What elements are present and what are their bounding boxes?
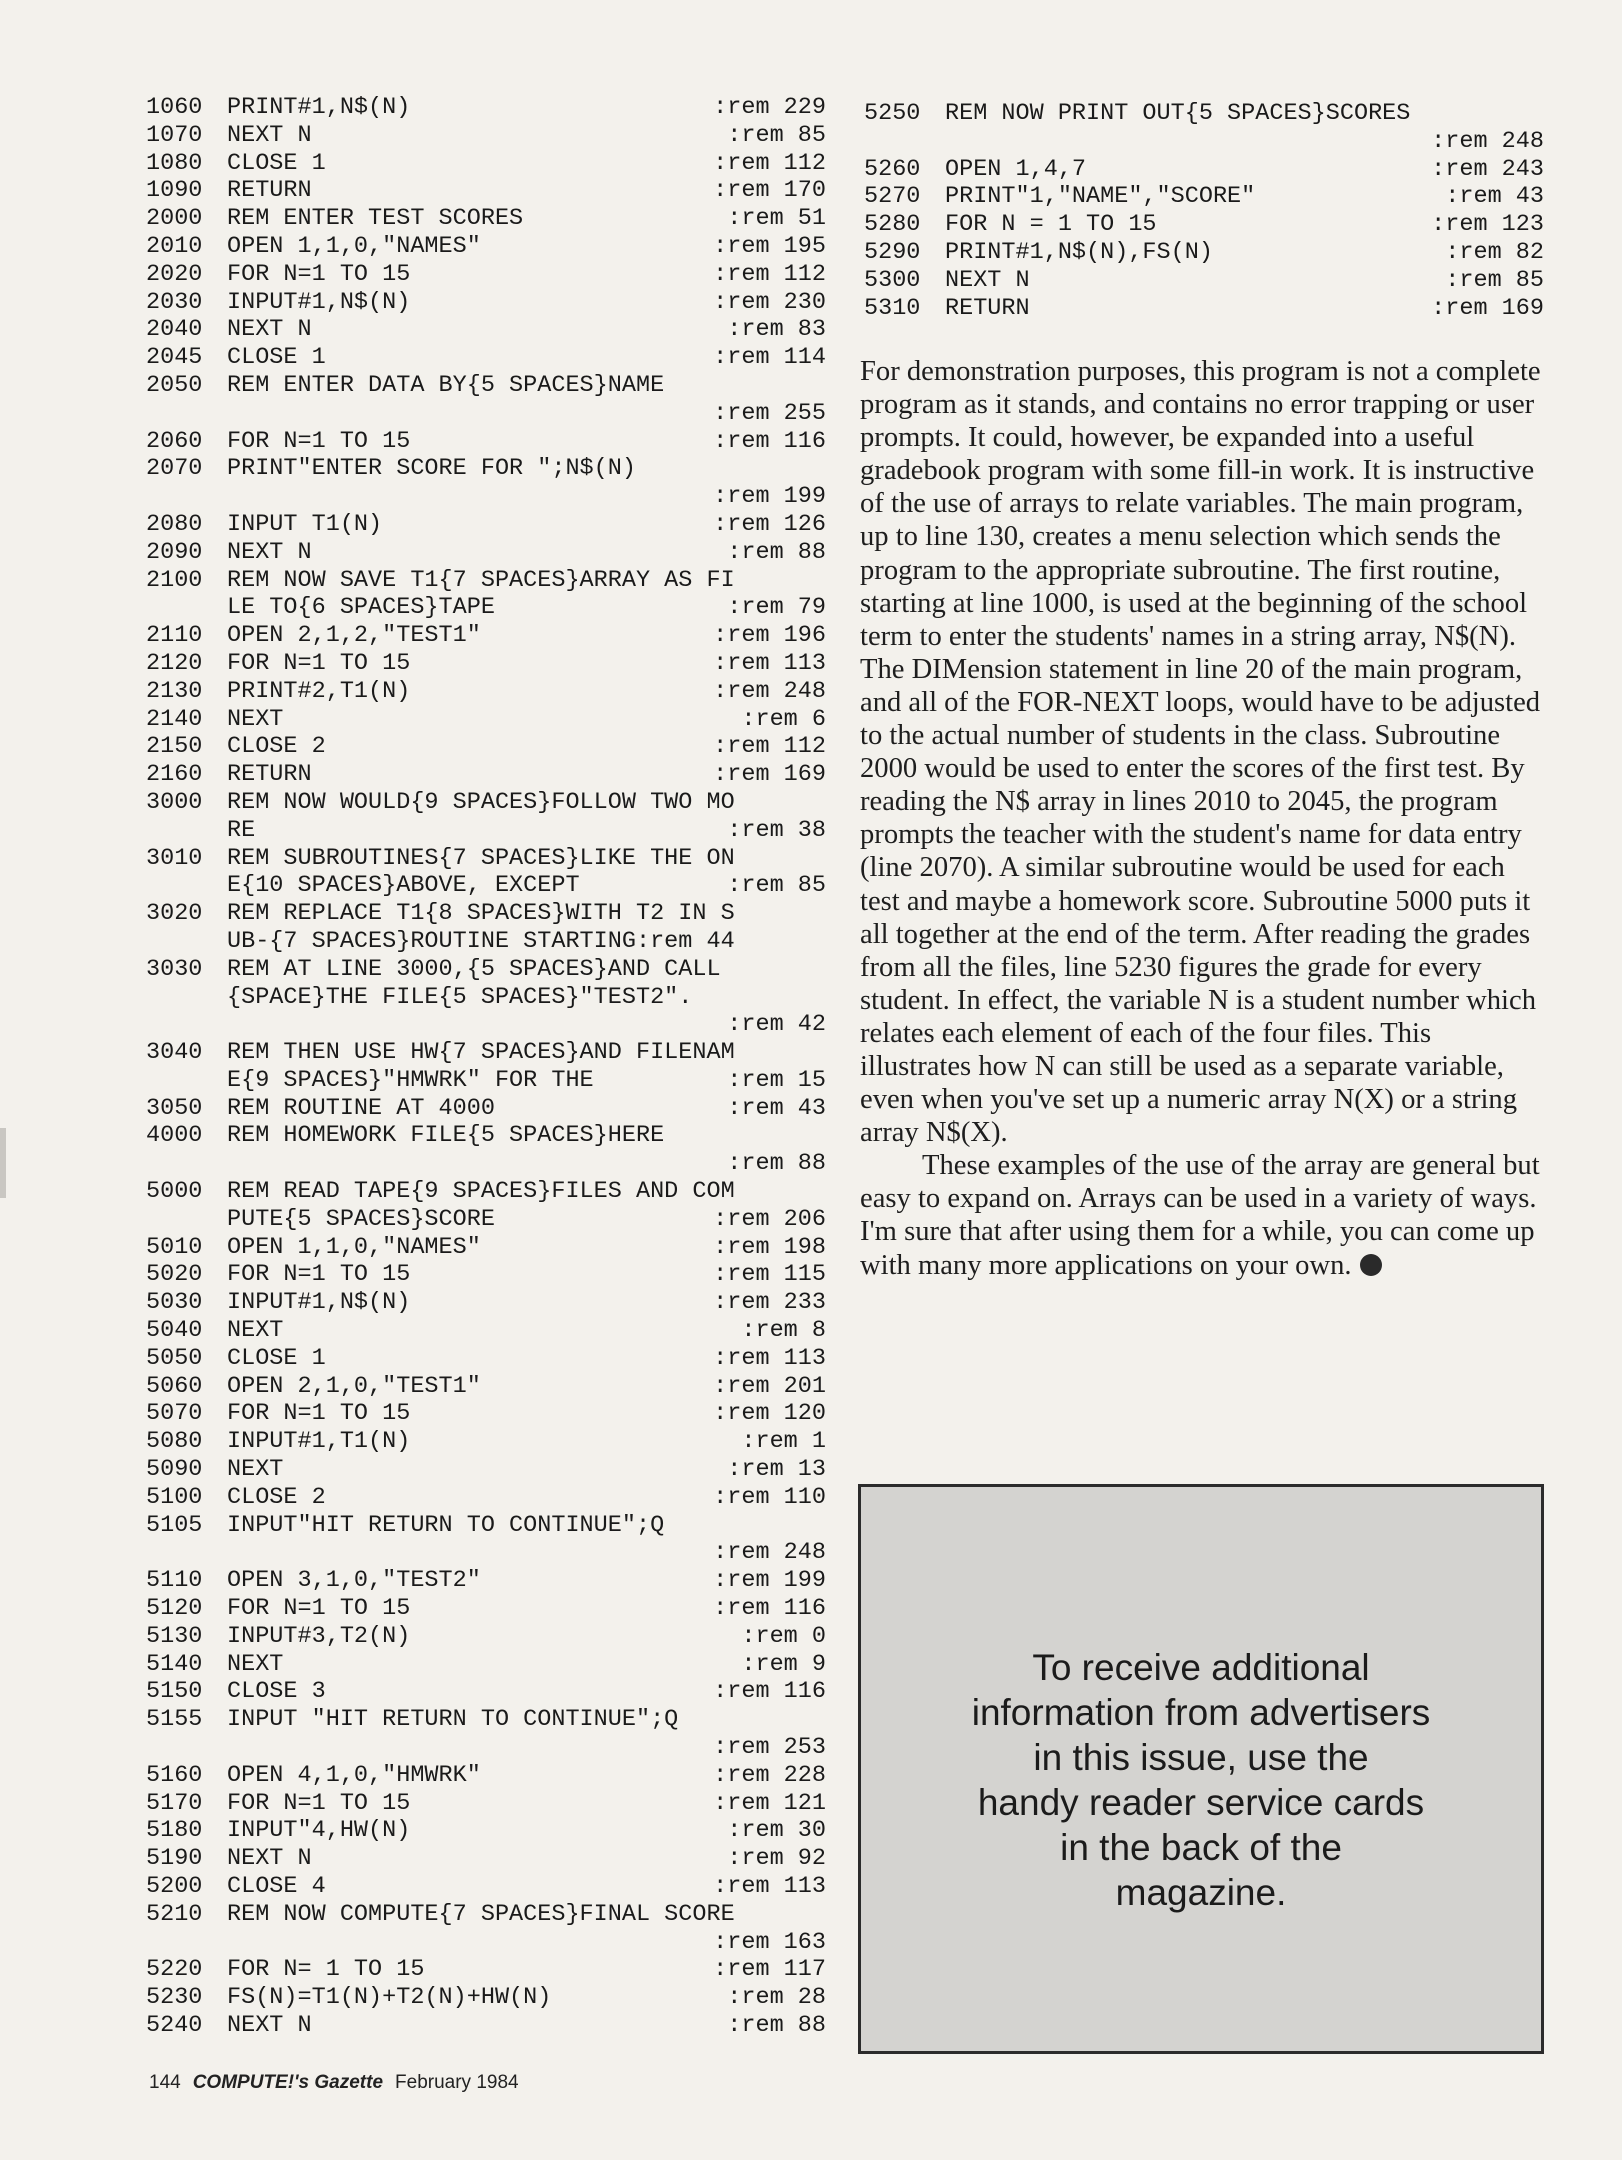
checksum-rem: :rem 228 bbox=[713, 1761, 826, 1789]
code-line bbox=[146, 1289, 826, 1317]
code-statement: REM AT LINE 3000,{5 SPACES}AND CALL bbox=[227, 955, 721, 983]
line-number: 5090 bbox=[146, 1456, 203, 1484]
line-number: 5060 bbox=[146, 1372, 203, 1400]
code-statement: INPUT T1(N) bbox=[227, 510, 383, 538]
line-number: 2040 bbox=[146, 316, 203, 344]
article-paragraph-2: These examples of the use of the array are general but easy to expand on. Arrays can be used in a variety of ways. I'm sure that after using them for a while, you can come up with many more applications on your own. bbox=[860, 1150, 1540, 1281]
advert-line: information from advertisers bbox=[971, 1692, 1431, 1733]
checksum-rem: :rem 112 bbox=[713, 260, 826, 288]
line-number: 2030 bbox=[146, 288, 203, 316]
code-line bbox=[146, 1956, 826, 1984]
checksum-rem: :rem 201 bbox=[713, 1372, 826, 1400]
code-statement: NEXT bbox=[227, 1317, 284, 1345]
code-line bbox=[146, 1039, 826, 1067]
code-line bbox=[146, 1345, 826, 1373]
line-number: 5160 bbox=[146, 1761, 203, 1789]
code-line bbox=[146, 1234, 826, 1262]
code-statement: REM READ TAPE{9 SPACES}FILES AND COM bbox=[227, 1178, 735, 1206]
code-statement: FOR N = 1 TO 15 bbox=[945, 211, 1157, 239]
code-line bbox=[146, 261, 826, 289]
checksum-rem: :rem 112 bbox=[713, 149, 826, 177]
code-line bbox=[146, 1623, 826, 1651]
code-statement: NEXT N bbox=[227, 316, 312, 344]
program-listing-left bbox=[146, 94, 826, 2040]
checksum-rem: :rem 116 bbox=[713, 1595, 826, 1623]
checksum-rem: :rem 170 bbox=[713, 177, 826, 205]
line-number: 2140 bbox=[146, 705, 203, 733]
checksum-rem: :rem 233 bbox=[713, 1289, 826, 1317]
checksum-rem: :rem 253 bbox=[713, 1734, 826, 1762]
checksum-rem: :rem 85 bbox=[727, 121, 826, 149]
code-line bbox=[146, 122, 826, 150]
code-line bbox=[146, 984, 826, 1012]
code-line bbox=[864, 211, 1544, 239]
line-number: 1080 bbox=[146, 149, 203, 177]
code-statement: NEXT N bbox=[945, 266, 1030, 294]
code-line bbox=[146, 1067, 826, 1095]
code-statement: CLOSE 2 bbox=[227, 733, 326, 761]
code-line bbox=[146, 511, 826, 539]
code-statement: FS(N)=T1(N)+T2(N)+HW(N) bbox=[227, 1984, 552, 2012]
line-number: 5170 bbox=[146, 1789, 203, 1817]
program-listing-right bbox=[864, 100, 1544, 322]
checksum-rem: :rem 116 bbox=[713, 1678, 826, 1706]
code-line bbox=[146, 1095, 826, 1123]
magazine-name: COMPUTE!'s Gazette bbox=[192, 2072, 384, 2093]
code-line bbox=[146, 2012, 826, 2040]
checksum-rem: :rem 248 bbox=[1431, 127, 1544, 155]
line-number: 3050 bbox=[146, 1094, 203, 1122]
checksum-rem: :rem 230 bbox=[713, 288, 826, 316]
line-number: 3020 bbox=[146, 900, 203, 928]
checksum-rem: :rem 83 bbox=[727, 316, 826, 344]
checksum-rem: :rem 248 bbox=[713, 677, 826, 705]
checksum-rem: :rem 243 bbox=[1431, 155, 1544, 183]
code-statement: REM NOW SAVE T1{7 SPACES}ARRAY AS FI bbox=[227, 566, 735, 594]
code-statement: REM ENTER TEST SCORES bbox=[227, 205, 524, 233]
line-number: 5310 bbox=[864, 294, 921, 322]
code-statement: OPEN 1,4,7 bbox=[945, 155, 1087, 183]
line-number: 5105 bbox=[146, 1511, 203, 1539]
checksum-rem: :rem 0 bbox=[741, 1622, 826, 1650]
page-footer bbox=[149, 2072, 519, 2094]
line-number: 2080 bbox=[146, 510, 203, 538]
line-number: 2130 bbox=[146, 677, 203, 705]
code-line bbox=[146, 594, 826, 622]
line-number: 3000 bbox=[146, 788, 203, 816]
code-statement: FOR N= 1 TO 15 bbox=[227, 1956, 425, 1984]
code-line bbox=[146, 1678, 826, 1706]
checksum-rem: :rem 43 bbox=[1445, 183, 1544, 211]
checksum-rem: :rem 169 bbox=[1431, 294, 1544, 322]
code-line bbox=[146, 233, 826, 261]
code-line bbox=[146, 372, 826, 400]
line-number: 5280 bbox=[864, 211, 921, 239]
code-line bbox=[146, 1122, 826, 1150]
checksum-rem: :rem 8 bbox=[741, 1317, 826, 1345]
code-statement: CLOSE 1 bbox=[227, 1344, 326, 1372]
code-line bbox=[146, 900, 826, 928]
code-statement: UB-{7 SPACES}ROUTINE STARTING:rem 44 bbox=[227, 927, 735, 955]
line-number: 5150 bbox=[146, 1678, 203, 1706]
line-number: 2000 bbox=[146, 205, 203, 233]
checksum-rem: :rem 112 bbox=[713, 733, 826, 761]
checksum-rem: :rem 113 bbox=[713, 649, 826, 677]
line-number: 5270 bbox=[864, 183, 921, 211]
code-line bbox=[146, 1317, 826, 1345]
code-statement: OPEN 2,1,2,"TEST1" bbox=[227, 622, 481, 650]
checksum-rem: :rem 117 bbox=[713, 1956, 826, 1984]
line-number: 3030 bbox=[146, 955, 203, 983]
line-number: 2150 bbox=[146, 733, 203, 761]
code-line bbox=[146, 1261, 826, 1289]
code-statement: REM ROUTINE AT 4000 bbox=[227, 1094, 495, 1122]
code-line bbox=[864, 295, 1544, 323]
code-statement: NEXT N bbox=[227, 121, 312, 149]
code-line bbox=[146, 1984, 826, 2012]
line-number: 5080 bbox=[146, 1428, 203, 1456]
code-statement: NEXT N bbox=[227, 538, 312, 566]
checksum-rem: :rem 198 bbox=[713, 1233, 826, 1261]
code-statement: OPEN 1,1,0,"NAMES" bbox=[227, 1233, 481, 1261]
code-line bbox=[146, 1706, 826, 1734]
code-line bbox=[146, 1512, 826, 1540]
line-number: 5000 bbox=[146, 1178, 203, 1206]
code-statement: NEXT N bbox=[227, 2011, 312, 2039]
code-statement: REM NOW COMPUTE{7 SPACES}FINAL SCORE bbox=[227, 1900, 735, 1928]
line-number: 5010 bbox=[146, 1233, 203, 1261]
checksum-rem: :rem 113 bbox=[713, 1344, 826, 1372]
line-number: 2020 bbox=[146, 260, 203, 288]
code-statement: INPUT"HIT RETURN TO CONTINUE";Q bbox=[227, 1511, 665, 1539]
checksum-rem: :rem 30 bbox=[727, 1817, 826, 1845]
checksum-rem: :rem 120 bbox=[713, 1400, 826, 1428]
code-statement: INPUT#1,N$(N) bbox=[227, 288, 411, 316]
code-statement: PUTE{5 SPACES}SCORE bbox=[227, 1205, 495, 1233]
line-number: 5130 bbox=[146, 1622, 203, 1650]
checksum-rem: :rem 43 bbox=[727, 1094, 826, 1122]
code-line bbox=[146, 1817, 826, 1845]
line-number: 5240 bbox=[146, 2011, 203, 2039]
code-line bbox=[146, 150, 826, 178]
code-statement: REM THEN USE HW{7 SPACES}AND FILENAM bbox=[227, 1039, 735, 1067]
checksum-rem: :rem 248 bbox=[713, 1539, 826, 1567]
checksum-rem: :rem 229 bbox=[713, 94, 826, 121]
code-line bbox=[864, 128, 1544, 156]
checksum-rem: :rem 126 bbox=[713, 510, 826, 538]
line-number: 5140 bbox=[146, 1650, 203, 1678]
code-statement: RE bbox=[227, 816, 256, 844]
code-line bbox=[146, 344, 826, 372]
checksum-rem: :rem 15 bbox=[727, 1066, 826, 1094]
code-line bbox=[146, 845, 826, 873]
code-line bbox=[146, 1595, 826, 1623]
checksum-rem: :rem 85 bbox=[1445, 266, 1544, 294]
code-statement: RETURN bbox=[227, 761, 312, 789]
article-text bbox=[860, 355, 1544, 1282]
code-line bbox=[146, 289, 826, 317]
line-number: 3040 bbox=[146, 1039, 203, 1067]
code-line bbox=[146, 706, 826, 734]
checksum-rem: :rem 199 bbox=[713, 1567, 826, 1595]
advert-line: in the back of the bbox=[1060, 1827, 1342, 1868]
code-statement: RETURN bbox=[227, 177, 312, 205]
checksum-rem: :rem 82 bbox=[1445, 238, 1544, 266]
checksum-rem: :rem 206 bbox=[713, 1205, 826, 1233]
code-line bbox=[146, 650, 826, 678]
checksum-rem: :rem 88 bbox=[727, 538, 826, 566]
advert-line: in this issue, use the bbox=[1033, 1737, 1369, 1778]
code-statement: REM NOW WOULD{9 SPACES}FOLLOW TWO MO bbox=[227, 788, 735, 816]
checksum-rem: :rem 9 bbox=[741, 1650, 826, 1678]
code-line bbox=[146, 1567, 826, 1595]
code-statement: FOR N=1 TO 15 bbox=[227, 1261, 411, 1289]
code-line bbox=[864, 239, 1544, 267]
line-number: 5155 bbox=[146, 1706, 203, 1734]
line-number: 5250 bbox=[864, 100, 921, 127]
checksum-rem: :rem 195 bbox=[713, 232, 826, 260]
line-number: 5070 bbox=[146, 1400, 203, 1428]
code-statement: CLOSE 1 bbox=[227, 344, 326, 372]
code-line bbox=[146, 1428, 826, 1456]
advert-text bbox=[861, 1645, 1541, 1915]
code-line bbox=[146, 817, 826, 845]
code-statement: PRINT"1,"NAME","SCORE" bbox=[945, 183, 1256, 211]
page-edge-mark bbox=[0, 1128, 6, 1198]
code-statement: INPUT#3,T2(N) bbox=[227, 1622, 411, 1650]
reader-service-advert bbox=[858, 1484, 1544, 2054]
code-statement: NEXT bbox=[227, 1650, 284, 1678]
code-statement: NEXT bbox=[227, 1456, 284, 1484]
line-number: 5220 bbox=[146, 1956, 203, 1984]
checksum-rem: :rem 42 bbox=[727, 1011, 826, 1039]
code-line bbox=[146, 872, 826, 900]
code-statement: FOR N=1 TO 15 bbox=[227, 427, 411, 455]
code-statement: NEXT bbox=[227, 705, 284, 733]
code-line bbox=[146, 483, 826, 511]
code-line bbox=[146, 1651, 826, 1679]
checksum-rem: :rem 85 bbox=[727, 872, 826, 900]
code-line bbox=[146, 1901, 826, 1929]
line-number: 2090 bbox=[146, 538, 203, 566]
code-line bbox=[864, 100, 1544, 128]
line-number: 3010 bbox=[146, 844, 203, 872]
code-statement: LE TO{6 SPACES}TAPE bbox=[227, 594, 495, 622]
code-line bbox=[146, 1929, 826, 1957]
code-line bbox=[146, 94, 826, 122]
checksum-rem: :rem 255 bbox=[713, 399, 826, 427]
code-statement: CLOSE 4 bbox=[227, 1873, 326, 1900]
checksum-rem: :rem 51 bbox=[727, 205, 826, 233]
line-number: 5200 bbox=[146, 1873, 203, 1900]
line-number: 2070 bbox=[146, 455, 203, 483]
code-line bbox=[146, 177, 826, 205]
line-number: 1090 bbox=[146, 177, 203, 205]
line-number: 2050 bbox=[146, 371, 203, 399]
checksum-rem: :rem 113 bbox=[713, 1873, 826, 1900]
code-line bbox=[146, 1150, 826, 1178]
issue-date: February 1984 bbox=[395, 2072, 519, 2093]
code-line bbox=[146, 1400, 826, 1428]
code-statement: OPEN 2,1,0,"TEST1" bbox=[227, 1372, 481, 1400]
line-number: 2060 bbox=[146, 427, 203, 455]
line-number: 1060 bbox=[146, 94, 203, 121]
checksum-rem: :rem 163 bbox=[713, 1928, 826, 1956]
code-statement: PRINT"ENTER SCORE FOR ";N$(N) bbox=[227, 455, 636, 483]
advert-line: To receive additional bbox=[1032, 1647, 1370, 1688]
line-number: 2010 bbox=[146, 232, 203, 260]
code-line bbox=[146, 1845, 826, 1873]
line-number: 5290 bbox=[864, 238, 921, 266]
code-line bbox=[146, 622, 826, 650]
checksum-rem: :rem 115 bbox=[713, 1261, 826, 1289]
code-line bbox=[146, 678, 826, 706]
code-statement: REM NOW PRINT OUT{5 SPACES}SCORES bbox=[945, 100, 1411, 127]
line-number: 1070 bbox=[146, 121, 203, 149]
code-statement: NEXT N bbox=[227, 1845, 312, 1873]
checksum-rem: :rem 116 bbox=[713, 427, 826, 455]
code-line bbox=[146, 1734, 826, 1762]
line-number: 5110 bbox=[146, 1567, 203, 1595]
checksum-rem: :rem 199 bbox=[713, 483, 826, 511]
code-statement: CLOSE 2 bbox=[227, 1483, 326, 1511]
code-line bbox=[146, 1762, 826, 1790]
code-statement: E{10 SPACES}ABOVE, EXCEPT bbox=[227, 872, 580, 900]
code-line bbox=[146, 205, 826, 233]
line-number: 5260 bbox=[864, 155, 921, 183]
code-statement: REM ENTER DATA BY{5 SPACES}NAME bbox=[227, 371, 665, 399]
code-statement: REM SUBROUTINES{7 SPACES}LIKE THE ON bbox=[227, 844, 735, 872]
code-statement: INPUT "HIT RETURN TO CONTINUE";Q bbox=[227, 1706, 679, 1734]
checksum-rem: :rem 38 bbox=[727, 816, 826, 844]
code-statement: {SPACE}THE FILE{5 SPACES}"TEST2". bbox=[227, 983, 693, 1011]
checksum-rem: :rem 110 bbox=[713, 1483, 826, 1511]
checksum-rem: :rem 6 bbox=[741, 705, 826, 733]
code-statement: FOR N=1 TO 15 bbox=[227, 649, 411, 677]
code-line bbox=[146, 1178, 826, 1206]
code-statement: CLOSE 3 bbox=[227, 1678, 326, 1706]
code-line bbox=[146, 539, 826, 567]
article-paragraph-1: For demonstration purposes, this program is not a complete program as it stands, and contains no error trapping or user prompts. It could, however, be expanded into a useful gradebook program with some fill-in work. It is instructive of the use of arrays to relate variables. The main program, up to line 130, creates a menu selection which sends the program to the appropriate subroutine. The first routine, starting at line 1000, is used at the beginning of the school term to enter the students' names in a string array, N$(N). The DIMension statement in line 20 of the main program, and all of the FOR-NEXT loops, would have to be adjusted to the actual number of students in the class. Subroutine 2000 would be used to enter the scores of the first test. By reading the N$ array in lines 2010 to 2045, the program prompts the teacher with the student's name for data entry (line 2070). A similar subroutine would be used for each test and maybe a homework score. Subroutine 5000 puts it all together at the end of the term. After reading the grades from all the files, line 5230 figures the grade for every student. In effect, the variable N is a student number which relates each element of each of the four files. This illustrates how N can still be used as a separate variable, even when you've set up a numeric array N(X) or a string array N$(X). bbox=[860, 356, 1541, 1149]
code-statement: FOR N=1 TO 15 bbox=[227, 1595, 411, 1623]
line-number: 2110 bbox=[146, 622, 203, 650]
code-line bbox=[146, 1873, 826, 1901]
code-line bbox=[864, 183, 1544, 211]
checksum-rem: :rem 114 bbox=[713, 344, 826, 372]
checksum-rem: :rem 121 bbox=[713, 1789, 826, 1817]
code-line bbox=[146, 1484, 826, 1512]
checksum-rem: :rem 88 bbox=[727, 2011, 826, 2039]
line-number: 2120 bbox=[146, 649, 203, 677]
code-line bbox=[146, 789, 826, 817]
advert-line: handy reader service cards bbox=[977, 1782, 1425, 1823]
code-statement: OPEN 4,1,0,"HMWRK" bbox=[227, 1761, 481, 1789]
code-line bbox=[146, 761, 826, 789]
line-number: 5300 bbox=[864, 266, 921, 294]
code-statement: OPEN 3,1,0,"TEST2" bbox=[227, 1567, 481, 1595]
checksum-rem: :rem 88 bbox=[727, 1150, 826, 1178]
code-line bbox=[146, 428, 826, 456]
code-line bbox=[146, 733, 826, 761]
code-statement: INPUT#1,T1(N) bbox=[227, 1428, 411, 1456]
code-statement: OPEN 1,1,0,"NAMES" bbox=[227, 232, 481, 260]
code-line bbox=[146, 455, 826, 483]
line-number: 4000 bbox=[146, 1122, 203, 1150]
line-number: 5100 bbox=[146, 1483, 203, 1511]
code-line bbox=[864, 156, 1544, 184]
code-statement: INPUT#1,N$(N) bbox=[227, 1289, 411, 1317]
code-statement: CLOSE 1 bbox=[227, 149, 326, 177]
line-number: 5040 bbox=[146, 1317, 203, 1345]
line-number: 2100 bbox=[146, 566, 203, 594]
line-number: 5030 bbox=[146, 1289, 203, 1317]
code-line bbox=[146, 1539, 826, 1567]
code-statement: FOR N=1 TO 15 bbox=[227, 1789, 411, 1817]
code-statement: INPUT"4,HW(N) bbox=[227, 1817, 411, 1845]
end-of-article-icon bbox=[1360, 1254, 1382, 1276]
checksum-rem: :rem 169 bbox=[713, 761, 826, 789]
line-number: 5210 bbox=[146, 1900, 203, 1928]
line-number: 2160 bbox=[146, 761, 203, 789]
checksum-rem: :rem 92 bbox=[727, 1845, 826, 1873]
line-number: 5050 bbox=[146, 1344, 203, 1372]
line-number: 5180 bbox=[146, 1817, 203, 1845]
advert-line: magazine. bbox=[1115, 1872, 1287, 1913]
code-line bbox=[864, 267, 1544, 295]
code-line bbox=[146, 567, 826, 595]
code-statement: PRINT#1,N$(N) bbox=[227, 94, 411, 121]
code-statement: PRINT#2,T1(N) bbox=[227, 677, 411, 705]
line-number: 5020 bbox=[146, 1261, 203, 1289]
code-statement: FOR N=1 TO 15 bbox=[227, 260, 411, 288]
line-number: 5190 bbox=[146, 1845, 203, 1873]
code-statement: REM HOMEWORK FILE{5 SPACES}HERE bbox=[227, 1122, 665, 1150]
line-number: 2045 bbox=[146, 344, 203, 372]
code-line bbox=[146, 1206, 826, 1234]
code-line bbox=[146, 1011, 826, 1039]
checksum-rem: :rem 123 bbox=[1431, 211, 1544, 239]
code-statement: E{9 SPACES}"HMWRK" FOR THE bbox=[227, 1066, 594, 1094]
code-line bbox=[146, 956, 826, 984]
code-statement: RETURN bbox=[945, 294, 1030, 322]
code-line bbox=[146, 1456, 826, 1484]
line-number: 5120 bbox=[146, 1595, 203, 1623]
code-line bbox=[146, 928, 826, 956]
code-line bbox=[146, 400, 826, 428]
page-number: 144 bbox=[149, 2072, 181, 2093]
checksum-rem: :rem 79 bbox=[727, 594, 826, 622]
checksum-rem: :rem 196 bbox=[713, 622, 826, 650]
code-line bbox=[146, 1373, 826, 1401]
checksum-rem: :rem 28 bbox=[727, 1984, 826, 2012]
code-statement: FOR N=1 TO 15 bbox=[227, 1400, 411, 1428]
code-statement: REM REPLACE T1{8 SPACES}WITH T2 IN S bbox=[227, 900, 735, 928]
code-line bbox=[146, 316, 826, 344]
line-number: 5230 bbox=[146, 1984, 203, 2012]
checksum-rem: :rem 13 bbox=[727, 1456, 826, 1484]
code-line bbox=[146, 1790, 826, 1818]
checksum-rem: :rem 1 bbox=[741, 1428, 826, 1456]
code-statement: PRINT#1,N$(N),FS(N) bbox=[945, 238, 1213, 266]
